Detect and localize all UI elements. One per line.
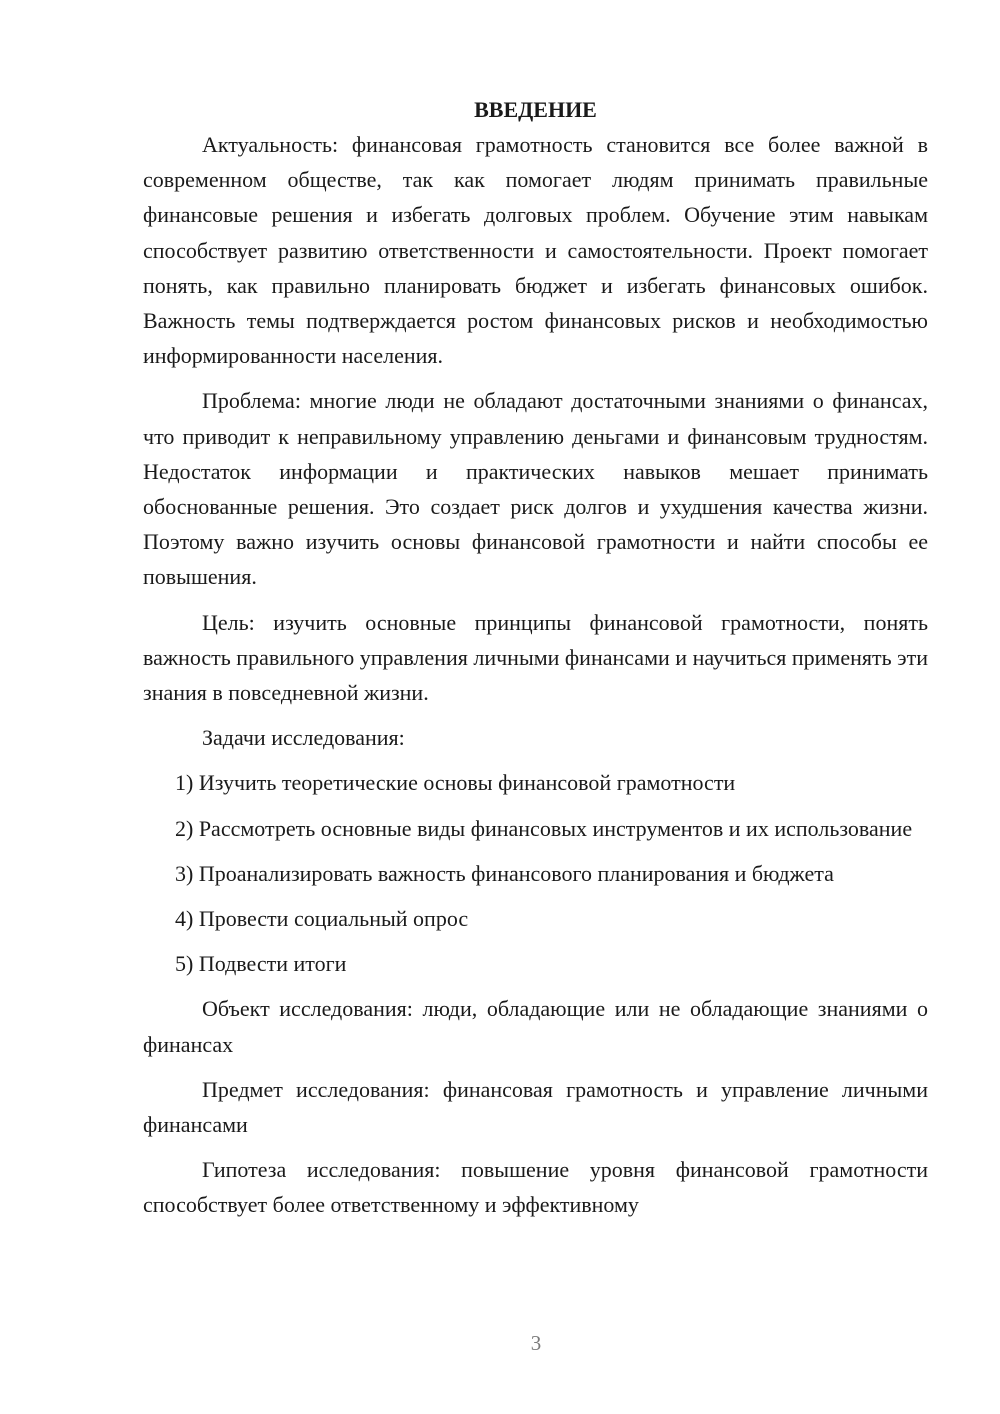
subject-paragraph: Предмет исследования: финансовая грамотность и управление личными финансами <box>143 1076 928 1138</box>
task-item-5: 5) Подвести итоги <box>175 951 347 977</box>
tasks-heading: Задачи исследования: <box>202 725 405 751</box>
relevance-paragraph: Актуальность: финансовая грамотность становится все более важной в современном обществе, так как помогает людям принимать правильные финансовые решения и избегать долговых проблем. Обучение этим навыкам способствует развитию ответственности и самостоятельности. Проект помогает понять, как правильно планировать бюджет и избегать финансовых ошибок. Важность темы подтверждается ростом финансовых рисков и необходимостью информированности населения. <box>143 132 928 369</box>
task-item-4: 4) Провести социальный опрос <box>175 906 469 932</box>
hypothesis-paragraph: Гипотеза исследования: повышение уровня финансовой грамотности способствует более ответственному и эффективному <box>143 1157 928 1218</box>
section-title: ВВЕДЕНИЕ <box>474 97 597 122</box>
task-item-2: 2) Рассмотреть основные виды финансовых инструментов и их использование <box>175 815 913 841</box>
task-item-3: 3) Проанализировать важность финансового планирования и бюджета <box>175 860 834 886</box>
goal-paragraph: Цель: изучить основные принципы финансовой грамотности, понять важность правильного управления личными финансами и научиться применять эти знания в повседневной жизни. <box>143 609 928 706</box>
task-item-1: 1) Изучить теоретические основы финансовой грамотности <box>175 770 736 796</box>
problem-paragraph: Проблема: многие люди не обладают достаточными знаниями о финансах, что приводит к неправильному управлению деньгами и финансовым трудностям. Недостаток информации и практических навыков мешает принимать обоснованные решения. Это создает риск долгов и ухудшения качества жизни. Поэтому важно изучить основы финансовой грамотности и найти способы ее повышения. <box>143 388 928 590</box>
page-content <box>143 92 928 1233</box>
page-number: 3 <box>530 1331 542 1355</box>
object-paragraph: Объект исследования: люди, обладающие или не обладающие знаниями о финансах <box>143 996 928 1057</box>
